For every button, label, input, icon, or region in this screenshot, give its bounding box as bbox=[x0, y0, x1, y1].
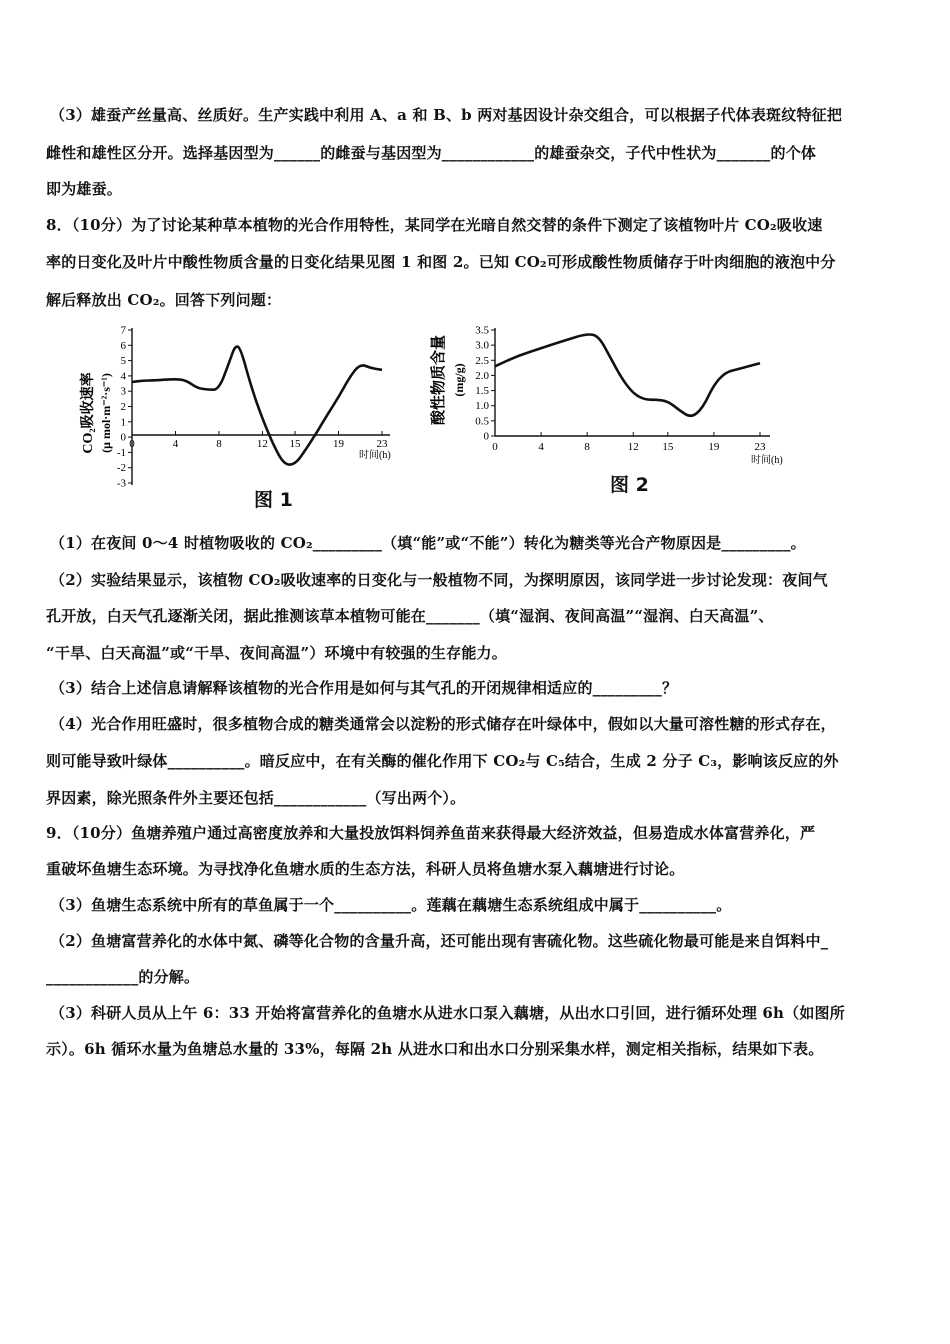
y-tick-label: -2 bbox=[116, 462, 126, 475]
y-tick-label: -3 bbox=[116, 477, 126, 490]
text-line: 雌性和雄性区分开。选择基因型为______的雌蚕与基因型为____________的雄蚕杂交，子代中性状为_______的个体 bbox=[46, 144, 817, 162]
x-tick-label: 12 bbox=[627, 441, 639, 453]
text-line: （3）结合上述信息请解释该植物的光合作用是如何与其气孔的开闭规律相适应的_________？ bbox=[50, 679, 678, 697]
text-line: （2）实验结果显示，该植物 CO₂吸收速率的日变化与一般植物不同，为探明原因，该同学进一步讨论发现：夜间气 bbox=[50, 571, 828, 589]
question-8-stem: 8．（10分）为了讨论某种草本植物的光合作用特性，某同学在光暗自然交替的条件下测定了该植物叶片 CO₂吸收速 bbox=[46, 216, 823, 234]
y-tick-label: 1.5 bbox=[475, 385, 489, 398]
y-tick-label: -1 bbox=[116, 446, 126, 459]
y-tick-label: 3 bbox=[120, 385, 126, 398]
y-tick-label: 3.0 bbox=[475, 339, 489, 352]
question-9-stem: 9．（10分）鱼塘养殖户通过高密度放养和大量投放饵料饲养鱼苗来获得最大经济效益，但易造成水体富营养化，严 bbox=[46, 824, 816, 842]
figure-2-x-ticks bbox=[492, 432, 766, 453]
y-tick-label: 3.5 bbox=[475, 324, 489, 337]
y-tick-label: 2.5 bbox=[475, 354, 489, 367]
text-line: （2）鱼塘富营养化的水体中氮、磷等化合物的含量升高，还可能出现有害硫化物。这些硫化物最可能是来自饵料中_ bbox=[50, 932, 829, 950]
text-line: 率的日变化及叶片中酸性物质含量的日变化结果见图 1 和图 2。已知 CO₂可形成酸性物质储存于叶肉细胞的液泡中分 bbox=[46, 253, 836, 271]
figure-1-ylabel: CO₂吸收速率 bbox=[81, 372, 96, 454]
x-tick-label: 19 bbox=[333, 438, 345, 450]
text-line: 界因素，除光照条件外主要还包括____________（写出两个）。 bbox=[46, 789, 466, 807]
text-line: 则可能导致叶绿体__________。暗反应中，在有关酶的催化作用下 CO₂与 C₅结合，生成 2 分子 C₃，影响该反应的外 bbox=[46, 752, 839, 770]
text-line: 即为雄蚕。 bbox=[46, 180, 123, 198]
y-tick-label: 7 bbox=[120, 324, 126, 337]
x-tick-label: 8 bbox=[216, 438, 222, 450]
text-line: （1）在夜间 0～4 时植物吸收的 CO₂_________（填“能”或“不能”）转化为糖类等光合产物原因是_________。 bbox=[50, 534, 806, 552]
figure-1-xlabel: 时间(h) bbox=[359, 450, 391, 461]
figure-1-ylabel-unit: (μ mol·m⁻²·s⁻¹) bbox=[99, 373, 113, 453]
figure-2-y-ticks bbox=[475, 325, 495, 443]
figure-1-x-ticks bbox=[129, 431, 388, 450]
figure-1-y-ticks bbox=[117, 325, 132, 490]
text-line: ____________的分解。 bbox=[46, 968, 200, 986]
x-tick-label: 0 bbox=[492, 441, 498, 453]
x-tick-label: 4 bbox=[172, 438, 179, 450]
y-tick-label: 1 bbox=[120, 416, 126, 429]
text-line: “干旱、白天高温”或“干旱、夜间高温”）环境中有较强的生存能力。 bbox=[46, 644, 507, 662]
text-line: （3）雄蚕产丝量高、丝质好。生产实践中利用 A、a 和 B、b 两对基因设计杂交组合，可以根据子代体表斑纹特征把 bbox=[50, 106, 843, 124]
text-line: 孔开放，白天气孔逐渐关闭，据此推测该草本植物可能在_______（填“湿润、夜间高温”“湿润、白天高温”、 bbox=[46, 607, 774, 625]
text-line: 重破坏鱼塘生态环境。为寻找净化鱼塘水质的生态方法，科研人员将鱼塘水泵入藕塘进行讨论。 bbox=[46, 860, 685, 878]
text-line: 示）。6h 循环水量为鱼塘总水量的 33%，每隔 2h 从进水口和出水口分别采集水样，测定相关指标，结果如下表。 bbox=[46, 1040, 824, 1058]
text-line: （3）科研人员从上午 6：33 开始将富营养化的鱼塘水从进水口泵入藕塘，从出水口引回，进行循环处理 6h（如图所 bbox=[50, 1004, 845, 1022]
y-tick-label: 5 bbox=[120, 355, 126, 368]
x-tick-label: 19 bbox=[708, 441, 720, 453]
text-line: 解后释放出 CO₂。回答下列问题： bbox=[46, 291, 282, 309]
x-tick-label: 23 bbox=[376, 438, 388, 450]
y-tick-label: 4 bbox=[120, 370, 126, 383]
y-tick-label: 2 bbox=[120, 401, 126, 413]
y-tick-label: 1.0 bbox=[475, 400, 489, 413]
figure-2-xlabel: 时间(h) bbox=[751, 455, 783, 466]
figure-1-caption: 图 1 bbox=[254, 489, 293, 511]
x-tick-label: 15 bbox=[289, 438, 301, 450]
figure-1-co2-chart bbox=[72, 318, 402, 503]
figure-2-acid-chart bbox=[425, 318, 805, 478]
x-tick-label: 12 bbox=[256, 438, 268, 450]
x-tick-label: 8 bbox=[584, 441, 590, 453]
x-tick-label: 0 bbox=[129, 438, 135, 450]
x-tick-label: 23 bbox=[754, 441, 766, 453]
y-tick-label: 0.5 bbox=[475, 415, 489, 428]
y-tick-label: 0 bbox=[483, 430, 489, 443]
figure-2-ylabel-unit: (mg/g) bbox=[452, 363, 466, 397]
x-tick-label: 4 bbox=[538, 441, 544, 453]
figure-2-axes bbox=[495, 328, 770, 436]
y-tick-label: 6 bbox=[120, 339, 126, 352]
x-tick-label: 15 bbox=[662, 441, 674, 453]
figure-2-series-line bbox=[495, 334, 760, 415]
text-line: （4）光合作用旺盛时，很多植物合成的糖类通常会以淀粉的形式储存在叶绿体中，假如以大量可溶性糖的形式存在， bbox=[50, 715, 836, 733]
y-tick-label: 0 bbox=[120, 431, 126, 444]
text-line: （3）鱼塘生态系统中所有的草鱼属于一个__________。莲藕在藕塘生态系统组成中属于__________。 bbox=[50, 896, 732, 914]
figure-1-axes bbox=[132, 328, 390, 485]
y-tick-label: 2.0 bbox=[475, 369, 489, 382]
figure-2-caption: 图 2 bbox=[610, 474, 649, 496]
figure-2-ylabel: 酸性物质含量 bbox=[431, 334, 447, 426]
